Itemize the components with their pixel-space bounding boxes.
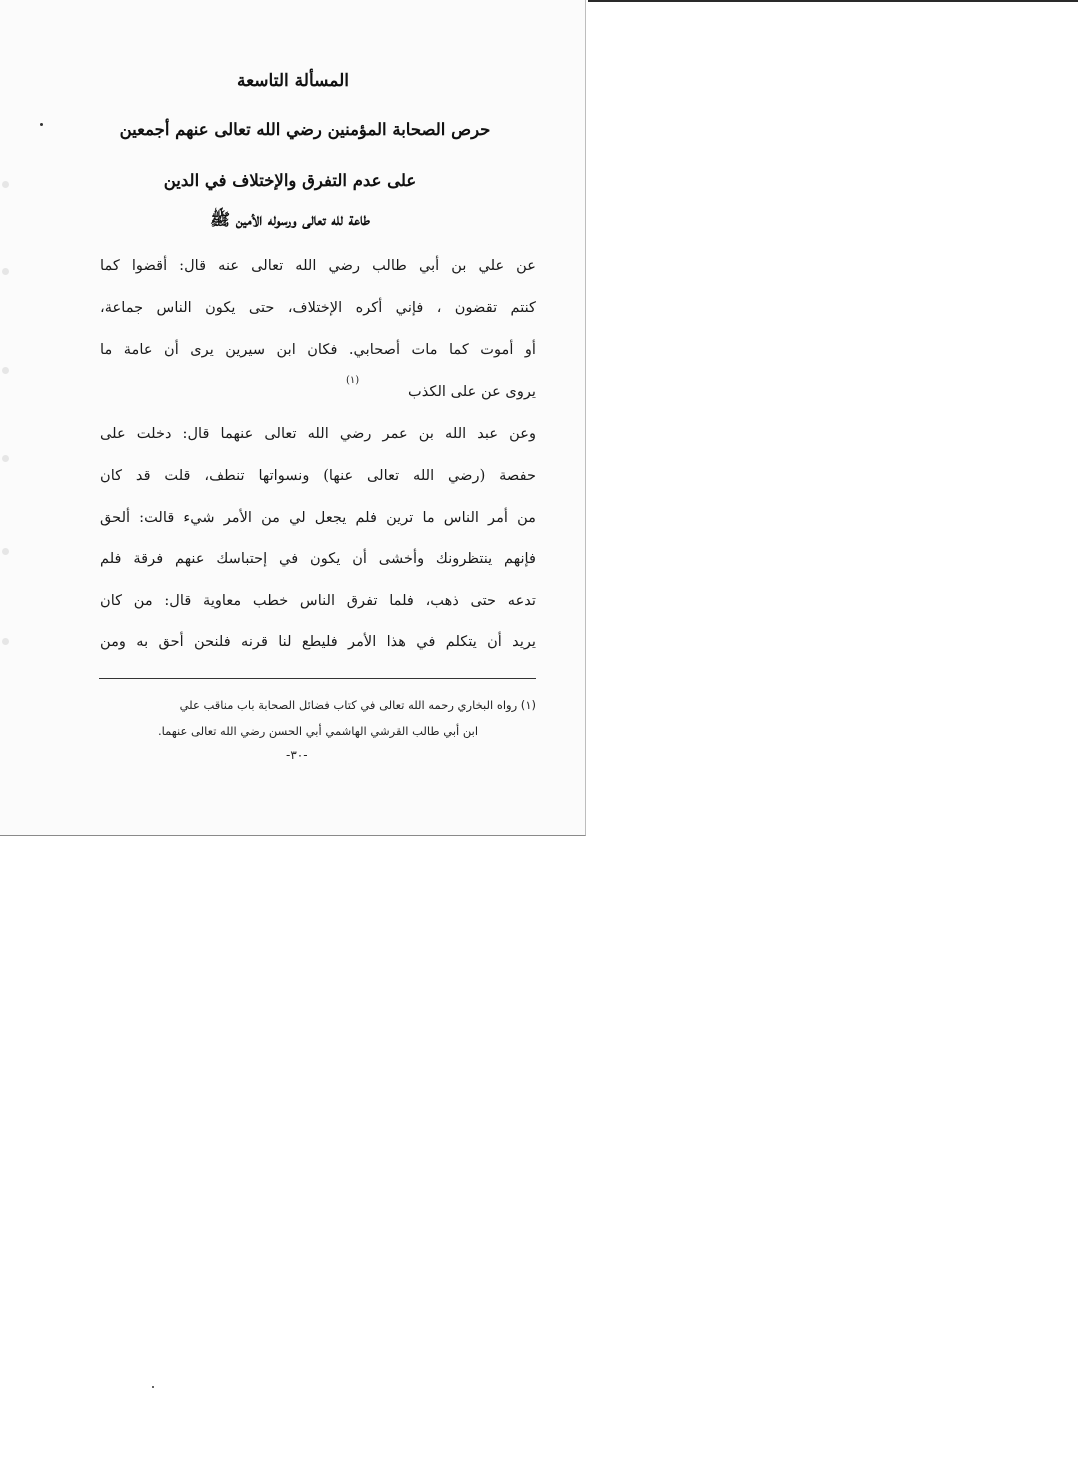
footnote-separator [99, 678, 536, 679]
punch-hole [2, 548, 9, 555]
body-line: وعن عبد الله بن عمر رضي الله تعالى عنهما قال: دخلت على [100, 425, 536, 442]
punch-hole [2, 638, 9, 645]
section-heading: حرص الصحابة المؤمنين رضي الله تعالى عنهم أجمعين [119, 120, 491, 139]
body-line: من أمر الناس ما ترين فلم يجعل لي من الأمر شيء قالت: ألحق [100, 509, 536, 526]
document-page [0, 0, 586, 836]
scan-speck [40, 123, 43, 126]
punch-hole [2, 181, 9, 188]
page-title: المسألة التاسعة [236, 71, 350, 91]
punch-hole [2, 455, 9, 462]
footnote-marker: (١) [346, 375, 360, 386]
scanner-edge-line [588, 0, 1078, 2]
body-line: عن علي بن أبي طالب رضي الله تعالى عنه قال: أقضوا كما [100, 257, 536, 274]
body-line: أو أموت كما مات أصحابي. فكان ابن سيرين يرى أن عامة ما [100, 341, 536, 358]
page-number: -٣٠- [286, 748, 308, 762]
body-line: يريد أن يتكلم في هذا الأمر فليطع لنا قرنه فلنحن أحق به ومن [100, 633, 536, 650]
body-line: تدعه حتى ذهب، فلما تفرق الناس خطب معاوية قال: من كان [100, 592, 536, 609]
body-line: حفصة (رضي الله تعالى عنها) ونسواتها تنطف، قلت قد كان [100, 467, 536, 484]
section-heading: طاعة لله تعالى ورسوله الأمين ﷺ [210, 210, 370, 229]
footnote-line: (١) رواه البخاري رحمه الله تعالى في كتاب فضائل الصحابة باب مناقب علي [179, 698, 536, 712]
body-line: يروى عن على الكذب [408, 383, 536, 400]
punch-hole [2, 268, 9, 275]
body-line: كنتم تقضون ، فإني أكره الإختلاف، حتى يكون الناس جماعة، [100, 299, 536, 316]
punch-hole [2, 367, 9, 374]
section-heading: على عدم التفرق والإختلاف في الدين [163, 171, 417, 190]
scan-speck [152, 1386, 154, 1388]
body-line: فإنهم ينتظرونك وأخشى أن يكون في إحتباسك عنهم فرقة فلم [100, 550, 536, 567]
footnote-line: ابن أبي طالب القرشي الهاشمي أبي الحسن رضي الله تعالى عنهما. [157, 724, 479, 738]
